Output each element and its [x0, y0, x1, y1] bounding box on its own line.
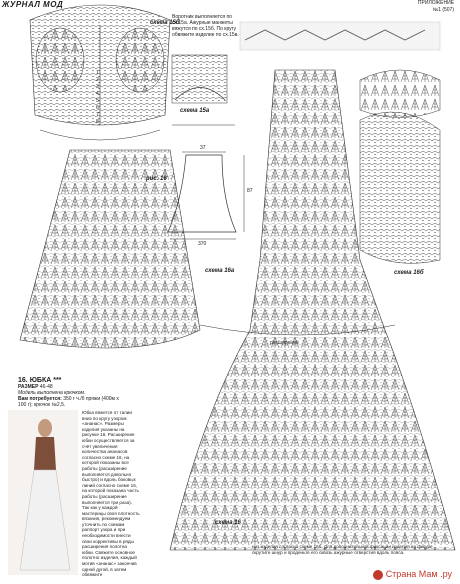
- row-number: 5: [96, 98, 99, 104]
- row-number: 7: [96, 112, 99, 118]
- row-numbers: [96, 70, 99, 126]
- scheme-16b-top: [360, 70, 440, 263]
- stitch-illustration: [240, 22, 440, 50]
- watermark: [373, 569, 452, 580]
- scheme-16-label: схема 16: [215, 520, 241, 526]
- row-number: 8: [96, 119, 99, 125]
- bottom-text: низ изделия согласно схеме 16б. Для дополнительной фиксации изделия на фигуре скрутите шнур и проденьте его сквозь ажурные отверстия вдоль пояса.: [252, 544, 433, 555]
- article-header: [18, 378, 128, 408]
- difficulty-stars: ***: [53, 377, 62, 384]
- dimension-top: 37: [200, 145, 206, 151]
- article-number: 16.: [18, 377, 28, 384]
- size-label: РАЗМЕР: [18, 384, 39, 390]
- issue-number: №1 (507): [432, 7, 454, 13]
- dimension-height: 87: [247, 188, 253, 194]
- scheme-15a-label: схема 15а: [180, 108, 210, 114]
- row-number: 6: [96, 105, 99, 111]
- extension-label: расширение: [270, 340, 299, 346]
- fig-16-label: рис. 16: [146, 176, 167, 182]
- scheme-16a-left: [20, 150, 200, 348]
- scheme-15b-label: схема 15б: [150, 20, 180, 26]
- watermark-logo-icon: [373, 570, 383, 580]
- magazine-title: ЖУРНАЛ МОД: [2, 0, 64, 9]
- scheme-15a-diagram: [172, 55, 235, 125]
- appendix-label: ПРИЛОЖЕНИЕ: [417, 0, 454, 6]
- model-photo: [8, 410, 78, 575]
- materials-label: Вам потребуется:: [18, 396, 62, 402]
- scheme-16b-label: схема 16б: [394, 270, 424, 276]
- article-body: Юбка вяжется от талии вниз по кругу узором «ананас». Размеры изделия указаны на рисунке 16. Расширение юбки осуществляется за счёт увеличения количества ананасов согласно схеме 16, на которой показаны все работы (расширение выполняется довольно быстро) и вдоль боковых линий согласно схеме 16, на которой показана часть работы (расширение выполняется три раза). Так как у каждой мастерицы своя плотность вязания, рекомендуем уточнить по схемам раппорт узора и при необходимости внести свои коррективы в ряды расширения полотна юбки. Свяжите основное полотно изделия, каждый мотив «ананас» закончив одной дугой, в затем обвяжите: [82, 410, 140, 578]
- row-number: 2: [96, 77, 99, 83]
- row-number: 3: [96, 84, 99, 90]
- scheme-15b-diagram: [30, 5, 170, 140]
- collar-note: Воротник выполняется по сх.15а. Ажурные манжеты вяжутся по сх.15б. По кругу обвяжите изделие по сх.15в.: [172, 14, 239, 38]
- dimension-bottom: 370: [198, 241, 207, 247]
- row-number: 4: [96, 91, 99, 97]
- materials-value: 350 г ч./б пряжи (400м х 100 г); крючок №2,5.: [18, 396, 119, 408]
- model-note: Модель выполнена крючком.: [18, 390, 86, 396]
- scheme-16a-label: схема 16а: [205, 268, 235, 274]
- materials-line: [18, 396, 128, 408]
- row-number: 1: [96, 70, 99, 76]
- watermark-text: Страна Мам .ру: [385, 569, 452, 580]
- article-name: ЮБКА: [29, 377, 52, 384]
- size-value: 46-48: [39, 384, 53, 390]
